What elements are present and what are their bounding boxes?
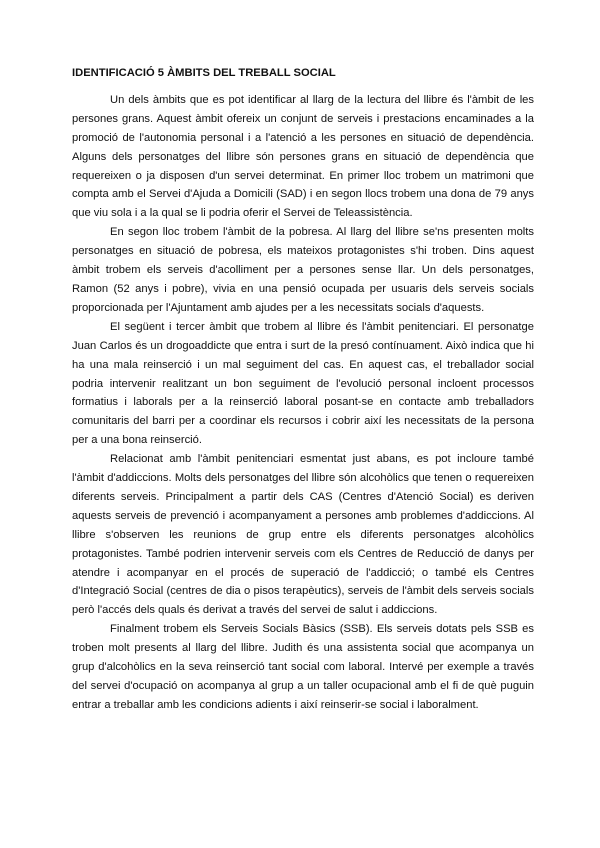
- paragraph-poverty: En segon lloc trobem l'àmbit de la pobresa. Al llarg del llibre se'ns presenten molts personatges en situació de pobresa, els mateixos protagonistes s'hi troben. Dins aquest àmbit trobem els serveis d'acolliment per a persones sense llar. Un dels personatges, Ramon (52 anys i pobre), vivia en una pensió ocupada per usuaris dels serveis socials proporcionada per l'Ajuntament amb ajudes per a les necessitats socials d'aquests.: [72, 226, 534, 314]
- paragraph-basic-social-services: Finalment trobem els Serveis Socials Bàsics (SSB). Els serveis dotats pels SSB es troben molt presents al llarg del llibre. Judith és una assistenta social que acompanya un grup d'alcohòlics en la seva reinserció tant social com laboral. Intervé per exemple a través del servei d'ocupació on acompanya al grup a un taller ocupacional amb el fi de què puguin entrar a treballar amb les condicions adients i així reinserir-se social i laboralment.: [72, 623, 534, 711]
- paragraph-elderly: Un dels àmbits que es pot identificar al llarg de la lectura del llibre és l'àmbit de les persones grans. Aquest àmbit ofereix un conjunt de serveis i prestacions encaminades a la promoció de l'autonomia personal i a l'atenció a les persones en situació de dependència. Alguns dels personatges del llibre són persones grans en situació de dependència que requereixen o ja disposen d'un servei determinat. En primer lloc trobem un matrimoni que compta amb el Servei d'Ajuda a Domicili (SAD) i en segon llocs trobem una dona de 79 anys que viu sola i a la qual se li podria oferir el Servei de Teleassistència.: [72, 93, 534, 220]
- document-body: [72, 64, 534, 715]
- document-title: IDENTIFICACIÓ 5 ÀMBITS DEL TREBALL SOCIAL: [72, 67, 336, 79]
- paragraph-penitentiary: El següent i tercer àmbit que trobem al llibre és l'àmbit penitenciari. El personatge Juan Carlos és un drogoaddicte que entra i surt de la presó contínuament. Això indica que hi ha una mala reinserció i un mal seguiment del cas. En aquest cas, el treballador social podria intervenir realitzant un bon seguiment de l'evolució personal incloent processos formatius i laborals per a la reinserció laboral posant-se en contacte amb treballadors comunitaris del barri per a coordinar els recursos i cobrir així les necessitats de la persona per a una bona reinserció.: [72, 320, 534, 447]
- paragraph-addictions: Relacionat amb l'àmbit penitenciari esmentat just abans, es pot incloure també l'àmbit d'addiccions. Molts dels personatges del llibre són alcohòlics que tenen o requereixen diferents serveis. Principalment a partir dels CAS (Centres d'Atenció Social) es deriven aquests serveis de prevenció i acompanyament a persones amb problemes d'addiccions. Al llibre s'observen les reunions de grup entre els diferents personatges alcohòlics protagonistes. També podrien intervenir serveis com els Centres de Reducció de danys per atendre i acompanyar en el procés de superació de l'addicció; o també els Centres d'Integració Social (centres de dia o pisos terapèutics), serveis de l'àmbit dels serveis socials però l'accés dels quals és derivat a través del servei de salut i addiccions.: [72, 453, 534, 617]
